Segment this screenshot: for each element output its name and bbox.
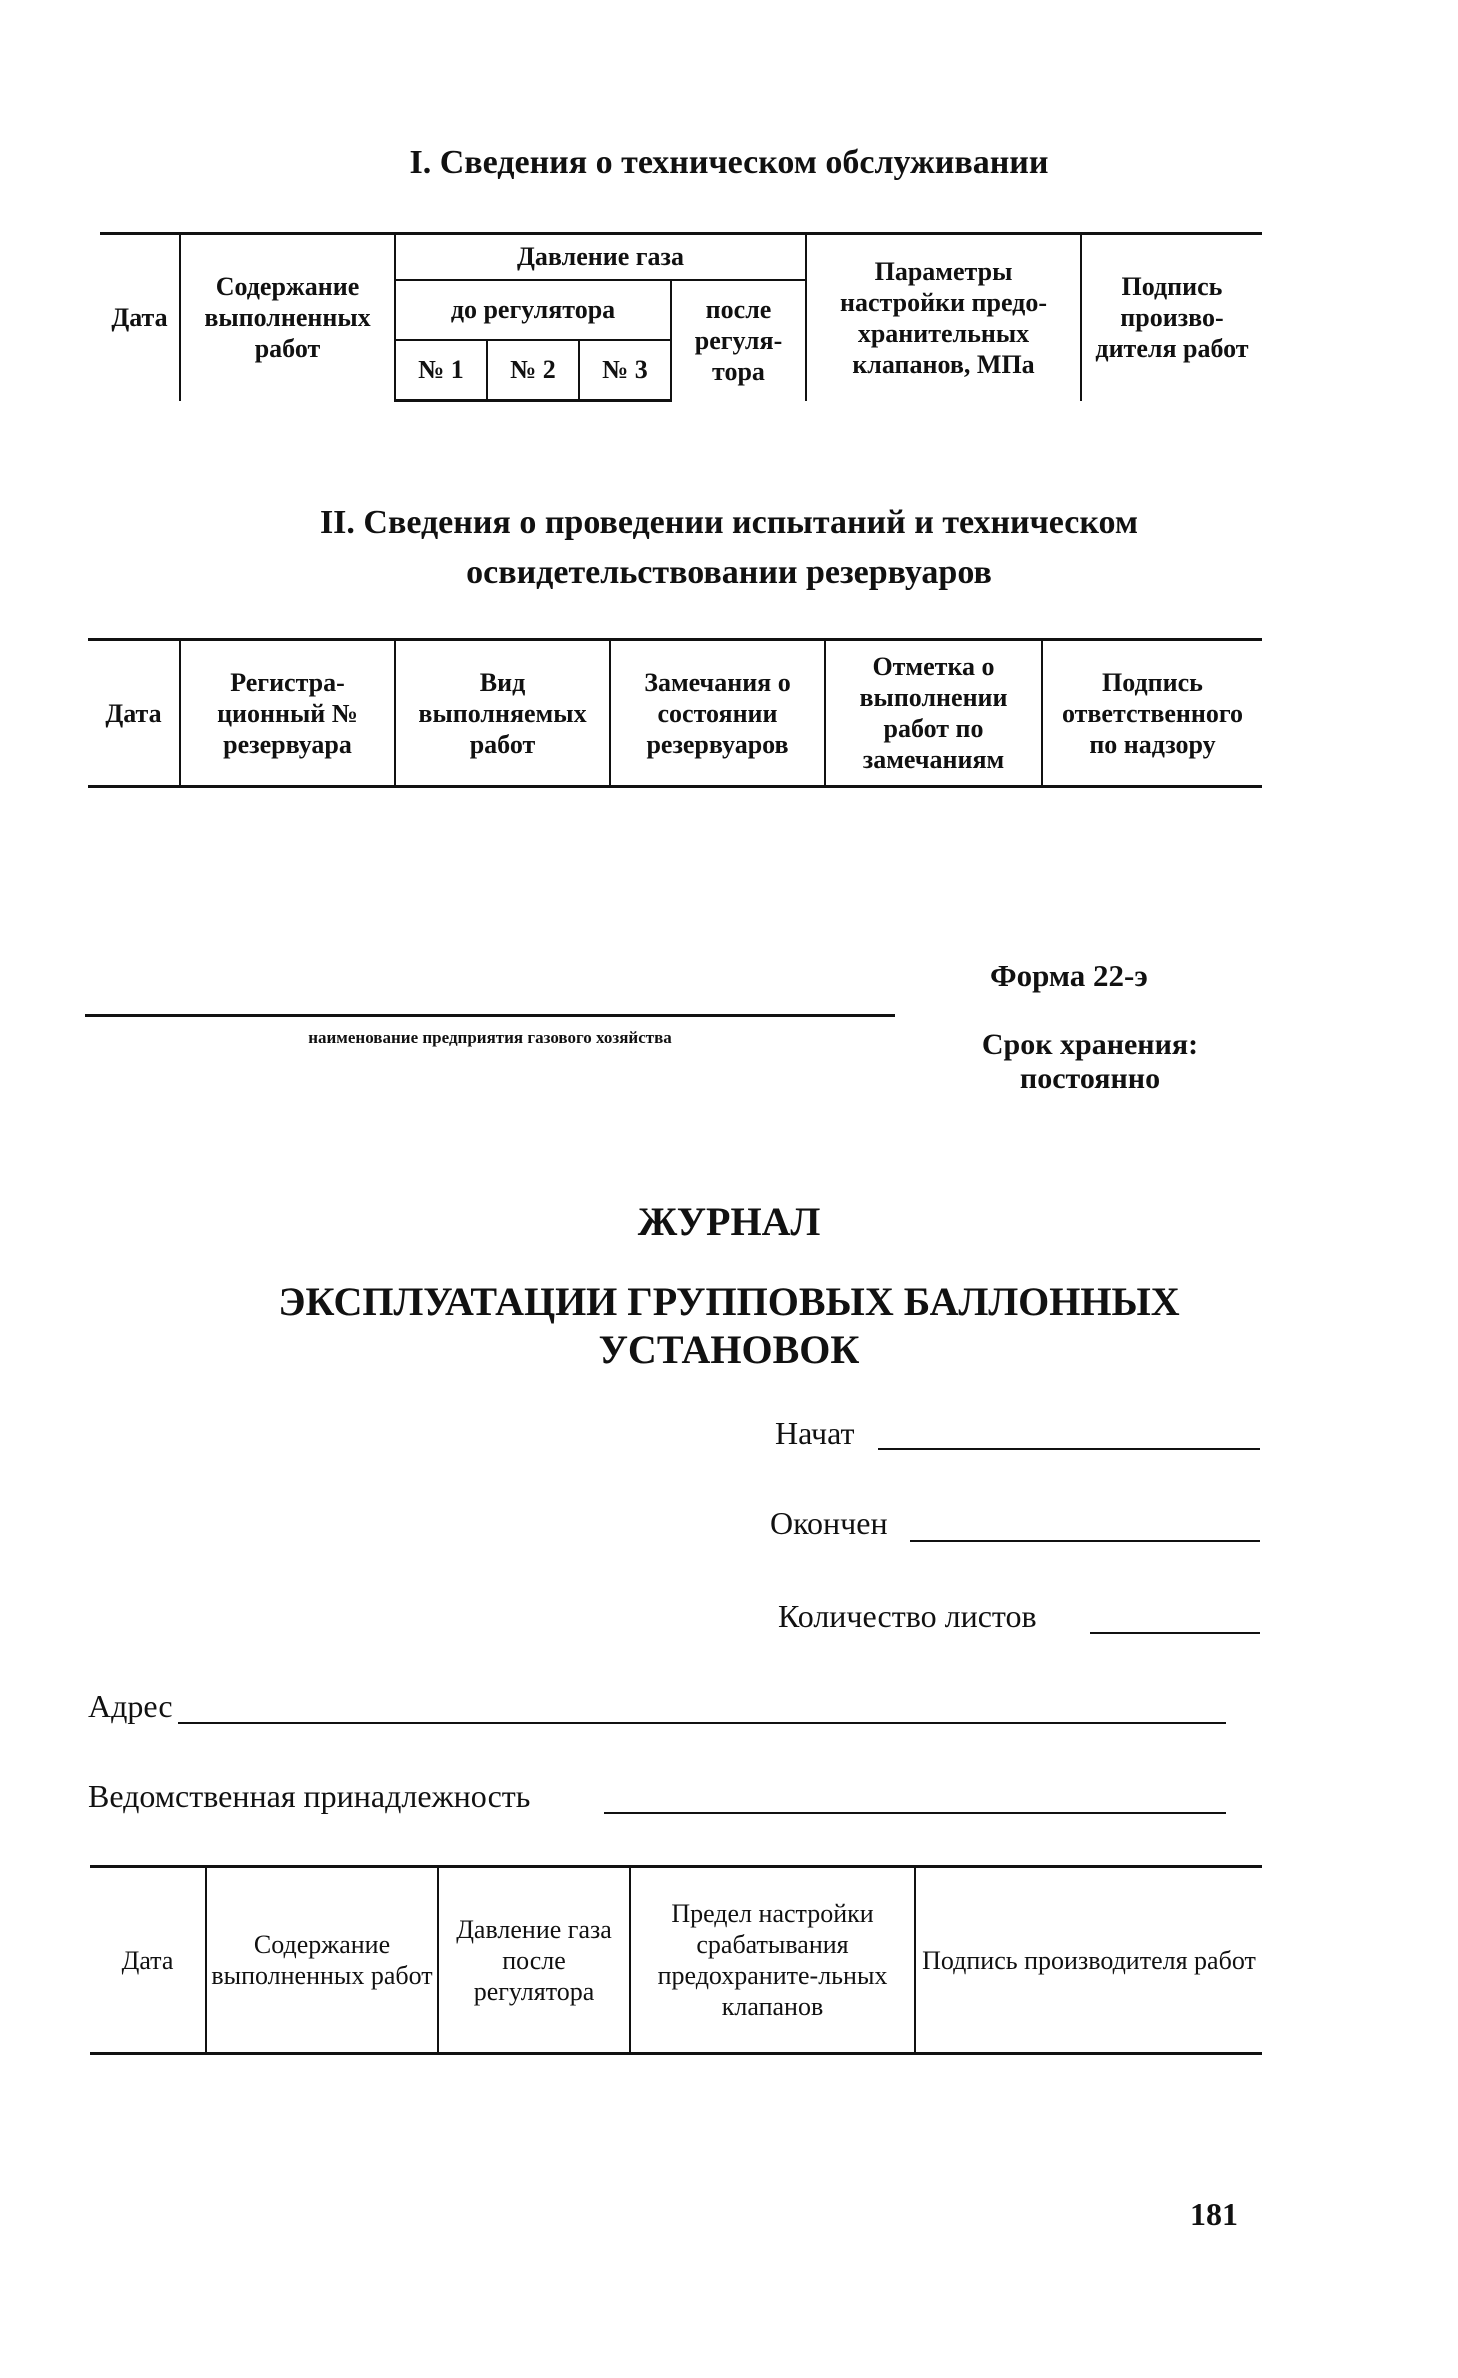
tests-table — [88, 638, 1262, 788]
journal-subtitle-line1: ЭКСПЛУАТАЦИИ ГРУППОВЫХ БАЛЛОННЫХ — [278, 1279, 1180, 1324]
address-field[interactable] — [178, 1722, 1226, 1724]
header-regulator-3: № 3 — [579, 340, 671, 401]
header-work-type: Вид выполняемых работ — [395, 640, 610, 787]
header-regulator-1: № 1 — [395, 340, 487, 401]
enterprise-line — [85, 1014, 895, 1017]
header-remarks: Замечания о состоянии резервуаров — [610, 640, 825, 787]
started-field[interactable] — [878, 1448, 1260, 1450]
header-signature: Подпись произво-дителя работ — [1081, 234, 1262, 401]
header-reg-no: Регистра-ционный № резервуара — [180, 640, 395, 787]
started-label: Начат — [775, 1415, 855, 1451]
affiliation-field[interactable] — [604, 1812, 1226, 1814]
header-gas-pressure: Давление газа — [395, 234, 806, 280]
finished-label: Окончен — [770, 1505, 888, 1541]
storage-value: постоянно — [1019, 1062, 1161, 1095]
header-pressure-after: Давление газа после регулятора — [438, 1867, 630, 2054]
section2-title-line1: II. Сведения о проведении испытаний и техническом — [319, 504, 1139, 541]
journal-table — [90, 1865, 1262, 2055]
page-number: 181 — [1190, 2196, 1238, 2232]
header-before-regulator: до регулятора — [395, 280, 671, 340]
header-completion: Отметка о выполнении работ по замечаниям — [825, 640, 1042, 787]
journal-title: ЖУРНАЛ — [637, 1199, 821, 1244]
header-after-regulator: после регуля-тора — [671, 280, 806, 401]
form-number: Форма 22-э — [990, 958, 1148, 993]
header-date: Дата — [100, 234, 180, 401]
address-label: Адрес — [88, 1688, 173, 1724]
storage-period — [940, 1028, 1240, 1096]
section2-title-line2: освидетельствовании резервуаров — [466, 554, 992, 591]
header-valve-limit: Предел настройки срабатывания предохраните-льных клапанов — [630, 1867, 915, 2054]
finished-field[interactable] — [910, 1540, 1260, 1542]
header-work-content: Содержание выполненных работ — [180, 234, 395, 401]
header-regulator-2: № 2 — [487, 340, 579, 401]
header-date: Дата — [88, 640, 180, 787]
journal-subtitle-line2: УСТАНОВОК — [598, 1327, 860, 1372]
enterprise-caption: наименование предприятия газового хозяйства — [308, 1028, 672, 1047]
sheets-field[interactable] — [1090, 1632, 1260, 1634]
sheets-label: Количество листов — [778, 1598, 1037, 1634]
section1-title: I. Сведения о техническом обслуживании — [409, 144, 1049, 181]
header-date: Дата — [90, 1867, 206, 2054]
header-signature: Подпись ответственного по надзору — [1042, 640, 1262, 787]
maintenance-table — [100, 232, 1262, 402]
header-signature: Подпись производителя работ — [915, 1867, 1262, 2054]
storage-label: Срок хранения: — [981, 1028, 1199, 1061]
journal-subtitle — [0, 1278, 1458, 1374]
header-work-content: Содержание выполненных работ — [206, 1867, 438, 2054]
header-valve-params: Параметры настройки предо-хранительных клапанов, МПа — [806, 234, 1081, 401]
affiliation-label: Ведомственная принадлежность — [88, 1778, 531, 1814]
